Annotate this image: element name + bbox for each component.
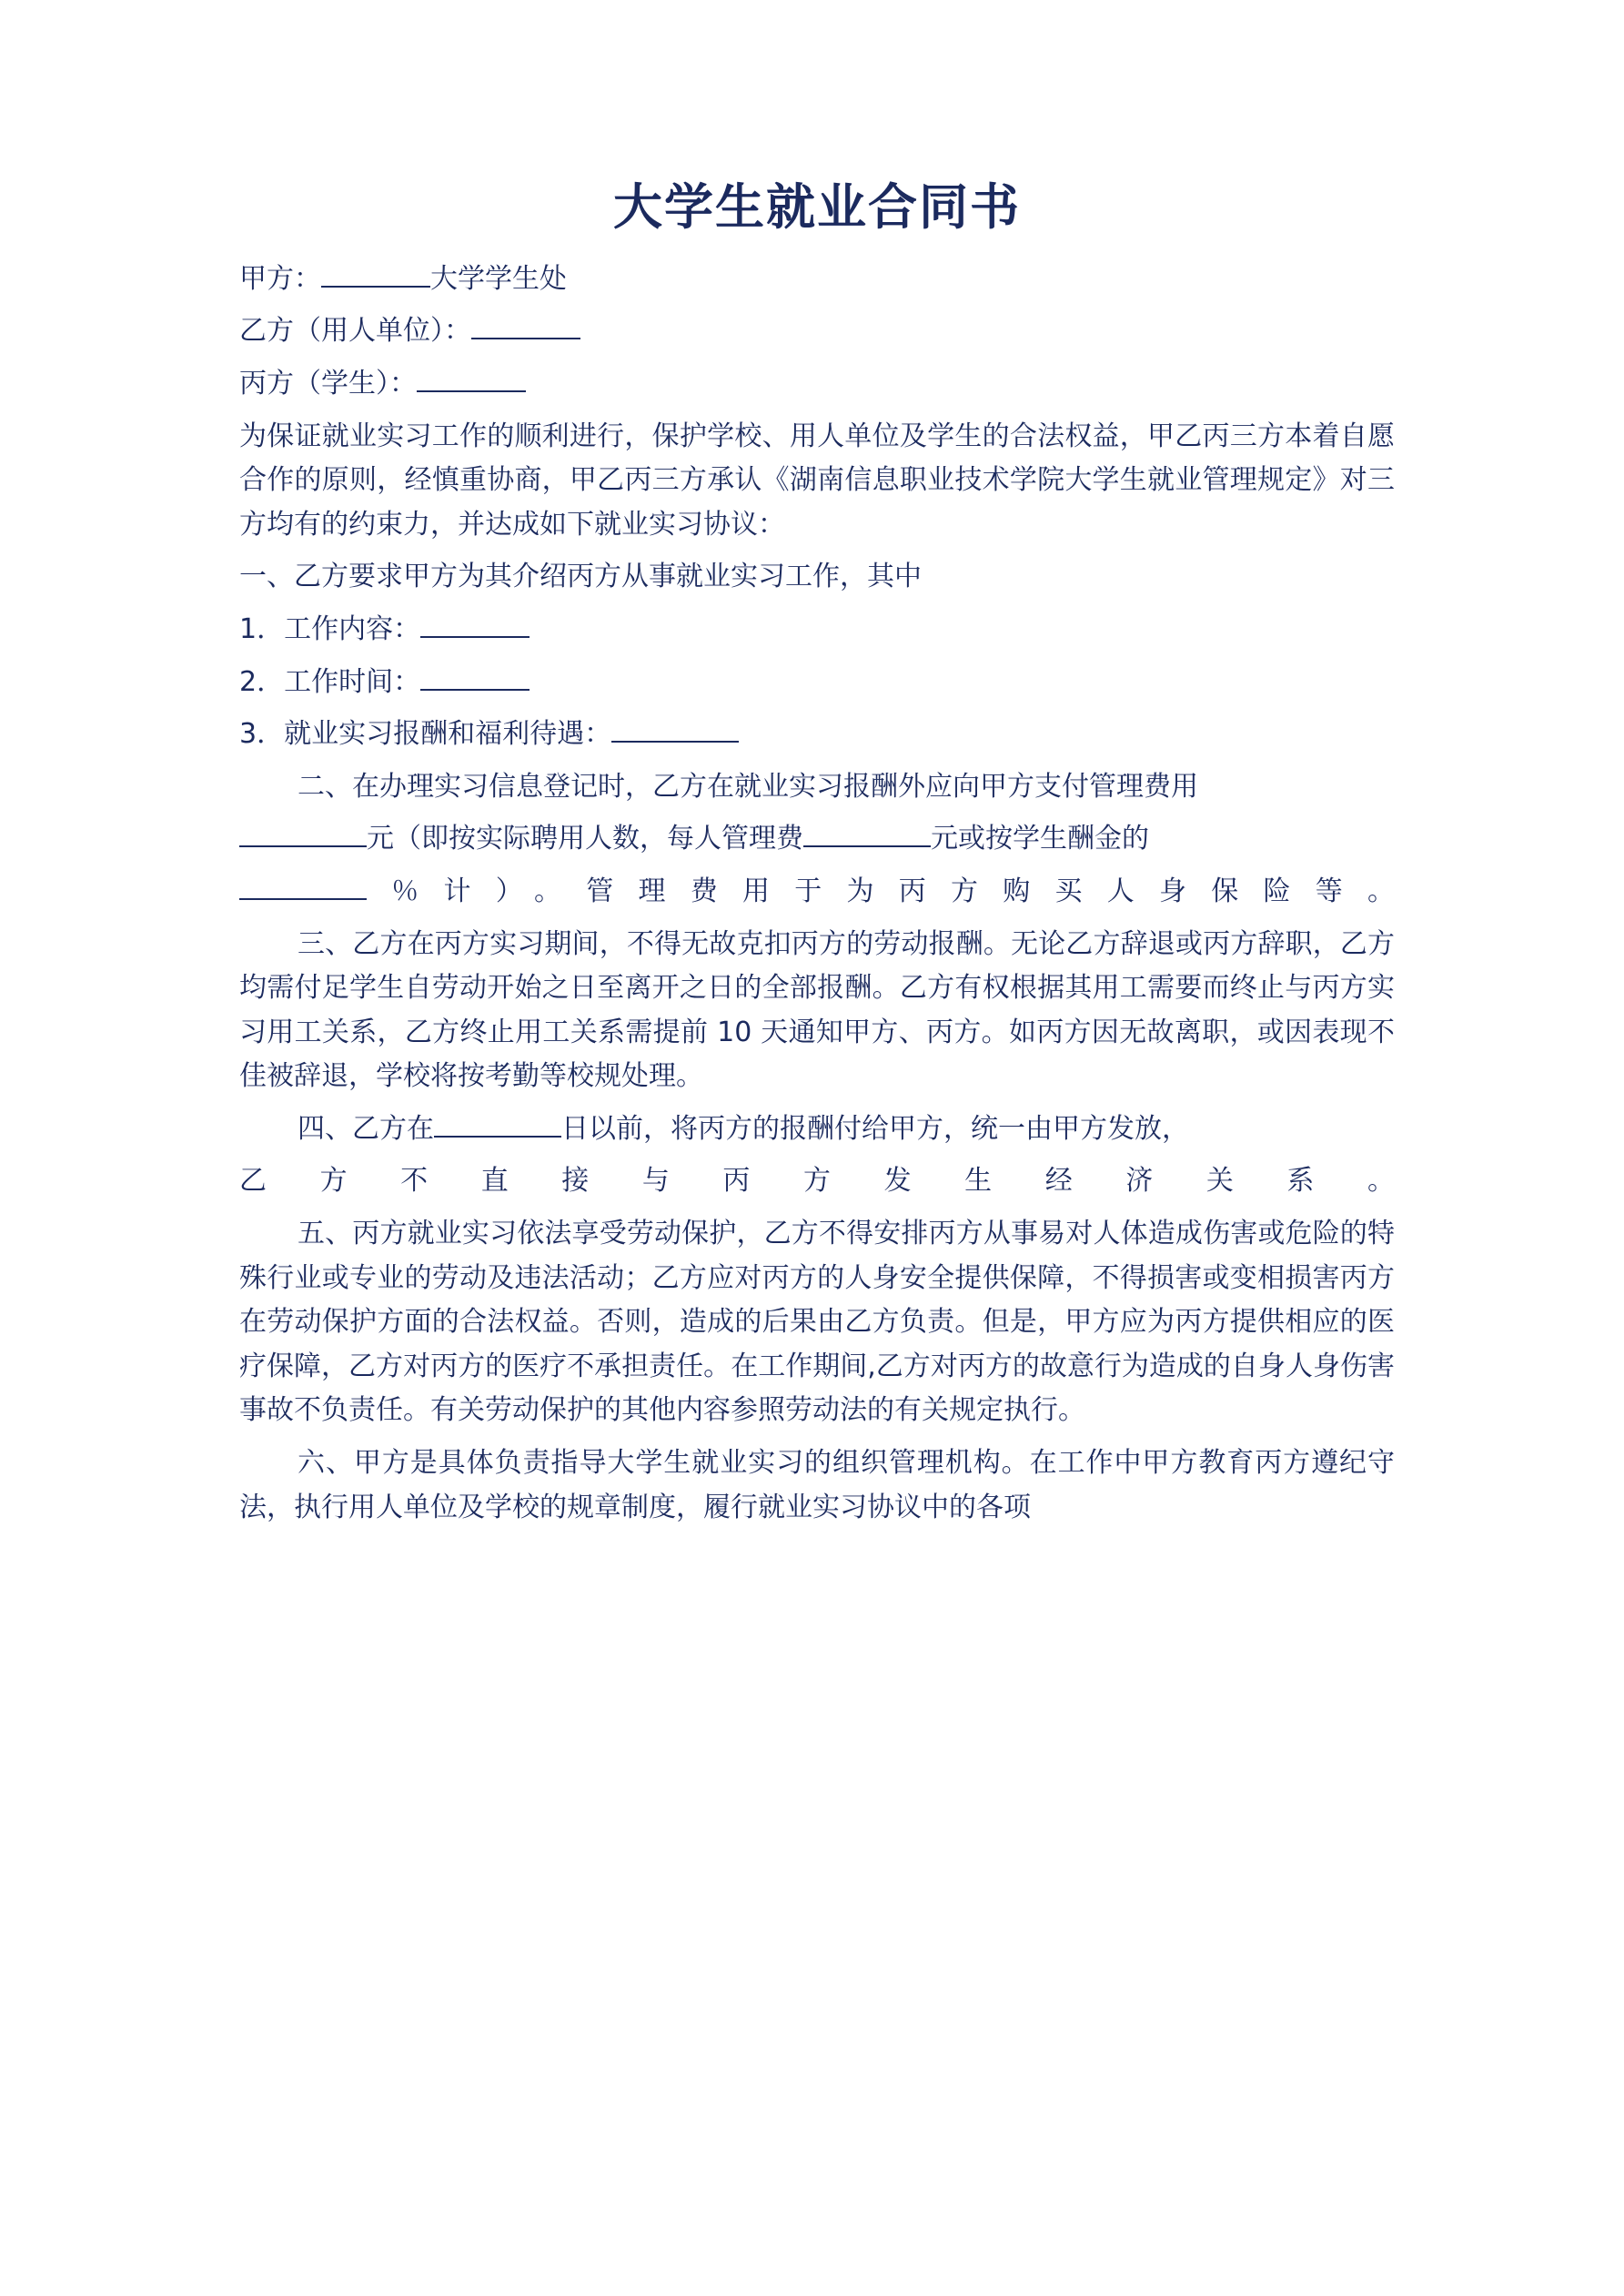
clause-4-date-blank[interactable] [434,1136,561,1138]
clause-2-paragraph-a: 二、在办理实习信息登记时，乙方在就业实习报酬外应向甲方支付管理费用 [298,770,1198,803]
clause-4-suffix: 日以前，将丙方的报酬付给甲方，统一由甲方发放， [561,1112,1189,1145]
party-c-label: 丙方（学生）： [239,367,417,400]
preamble-paragraph: 为保证就业实习工作的顺利进行，保护学校、用人单位及学生的合法权益，甲乙丙三方本着自愿合作的原则，经慎重协商，甲乙丙三方承认《湖南信息职业技术学院大学生就业管理规定》对三方均有的约束力，并达成如下就业实习协议： [239,420,1395,541]
clause-2-percent-text: ％计）。管理费用于为丙方购买人身保险等。 [367,875,1395,907]
party-a-label: 甲方： [239,262,321,295]
item-work-content [239,608,1395,652]
clause-4-paragraph-b: 乙方不直接与丙方发生经济关系。 [239,1165,1395,1198]
clause-6-paragraph: 六、甲方是具体负责指导大学生就业实习的组织管理机构。在工作中甲方教育丙方遵纪守法，执行用人单位及学校的规章制度，履行就业实习协议中的各项 [239,1447,1395,1523]
clause-2-after-text: 元或按学生酬金的 [931,823,1149,855]
party-b-label: 乙方（用人单位）： [239,315,471,348]
item-compensation-blank[interactable] [611,741,739,743]
party-b-line [239,309,1395,354]
item-work-content-blank[interactable] [420,636,530,638]
clause-2-fee-blank[interactable] [239,845,367,847]
clause-5-paragraph: 五、丙方就业实习依法享受劳动保护，乙方不得安排丙方从事易对人体造成伤害或危险的特殊行业或专业的劳动及违法活动；乙方应对丙方的人身安全提供保障，不得损害或变相损害丙方在劳动保护方面的合法权益。否则，造成的后果由乙方负责。但是，甲方应为丙方提供相应的医疗保障，乙方对丙方的医疗不承担责任。在工作期间,乙方对丙方的故意行为造成的自身人身伤害事故不负责任。有关劳动保护的其他内容参照劳动法的有关规定执行。 [239,1218,1395,1427]
clause-3-paragraph: 三、乙方在丙方实习期间，不得无故克扣丙方的劳动报酬。无论乙方辞退或丙方辞职，乙方均需付足学生自劳动开始之日至离开之日的全部报酬。乙方有权根据其用工需要而终止与丙方实习用工关系，乙方终止用工关系需提前 10 天通知甲方、丙方。如丙方因无故离职，或因表现不佳被辞退，学校将按考勤等校规处理。 [239,927,1395,1093]
item-work-time-label: 2．工作时间： [239,665,421,698]
party-a-blank[interactable] [321,286,430,288]
item-work-content-label: 1．工作内容： [239,612,421,645]
clause-1-paragraph: 一、乙方要求甲方为其介绍丙方从事就业实习工作，其中 [239,561,922,593]
item-compensation [239,713,1395,757]
clause-4-paragraph-a [239,1108,1395,1152]
item-work-time [239,661,1395,705]
clause-2-percent-blank[interactable] [239,898,367,900]
clause-2-paragraph-b [239,817,1395,862]
party-c-line [239,362,1395,407]
party-a-line [239,258,1395,302]
party-b-blank[interactable] [471,338,580,339]
item-work-time-blank[interactable] [420,689,530,691]
clause-2-mid-text: 元（即按实际聘用人数，每人管理费 [367,823,803,855]
clause-2-per-person-blank[interactable] [803,845,931,847]
clause-2-paragraph-c [239,870,1395,915]
item-compensation-label: 3．就业实习报酬和福利待遇： [239,718,612,751]
document-body [239,0,1395,1538]
party-c-blank[interactable] [417,390,526,392]
page-title: 大学生就业合同书 [613,178,1021,236]
clause-4-prefix: 四、乙方在 [298,1112,434,1145]
party-a-suffix: 大学学生处 [430,262,567,295]
